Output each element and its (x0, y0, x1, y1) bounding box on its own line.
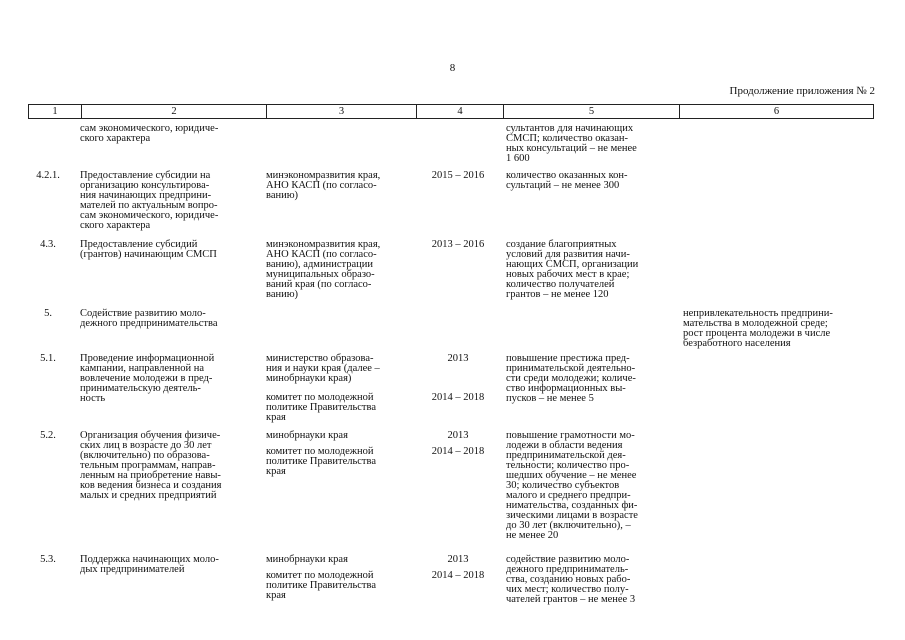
row-executor-text: минобрнауки края (266, 554, 348, 565)
row-period: 2013 (447, 430, 469, 441)
row-result-text: количество оказанных кон- сультаций – не менее 300 (506, 170, 628, 191)
row-executor-text: комитет по молодежной политике Правительства края (266, 392, 376, 423)
row-period: 2013 – 2016 (431, 239, 485, 250)
row-period: 2013 (447, 353, 469, 364)
row-result-text: повышение престижа пред- принимательской деятельно- сти среди молодежи; количе- ство информационных вы- пусков – не менее 5 (506, 353, 636, 404)
header-col-1: 1 (52, 106, 58, 117)
row-result-text: повышение грамотности мо- лодежи в области ведения предпринимательской дея- тельности; количество про- шедших обучение – не менее 30; количество субъектов малого и среднего предпри- нимательства, созданных фи- зическими лицами в возрасте до 30 лет (включительно), – не менее 20 (506, 430, 638, 541)
row-measure-text: Предоставление субсидии на организацию консультирова- ния начинающих предприни- мателей по актуальным вопро- сам экономического, юридиче- ского характера (80, 170, 219, 231)
row-number: 5.3. (40, 554, 56, 565)
row-period: 2014 – 2018 (431, 446, 485, 457)
header-col-5: 5 (503, 105, 679, 118)
header-col-2: 2 (81, 105, 266, 118)
row-executor-text: минобрнауки края (266, 430, 348, 441)
row-measure-text: Проведение информационной кампании, направленной на вовлечение молодежи в пред- принимательскую деятель- ность (80, 353, 215, 404)
row-measure-text: сам экономического, юридиче- ского характера (80, 123, 219, 144)
row-result-text: содействие развитию моло- дежного предприниматель- ства, созданию новых рабо- чих мест; количество полу- чателей грантов – не менее 3 (506, 554, 636, 605)
row-number: 5. (44, 308, 52, 319)
row-problem-text: непривлекательность предприни- мательства в молодежной среде; рост процента молодежи в числе безработного населения (683, 308, 833, 349)
continuation-label: Продолжение приложения № 2 (729, 85, 875, 97)
row-measure-text: Организация обучения физиче- ских лиц в возрасте до 30 лет (включительно) по образова- тельным программам, направ- ленным на приобретение навы- ков ведения бизнеса и создания малых и средних предприятий (80, 430, 222, 501)
table-header-row (28, 104, 874, 119)
row-executor-text: комитет по молодежной политике Правительства края (266, 570, 376, 601)
row-period: 2014 – 2018 (431, 392, 485, 403)
header-col-6: 6 (679, 105, 873, 118)
row-number: 5.1. (40, 353, 56, 364)
row-period: 2014 – 2018 (431, 570, 485, 581)
row-result-text: создание благоприятных условий для развития начи- нающих СМСП, организации новых рабочих мест в крае; количество получателей грантов – не менее 120 (506, 239, 639, 300)
row-executor-text: минэкономразвития края, АНО КАСП (по согласо- ванию) (266, 170, 381, 201)
row-executor-text: министерство образова- ния и науки края (далее – минобрнауки края) (266, 353, 380, 384)
header-col-3: 3 (266, 105, 416, 118)
row-number: 5.2. (40, 430, 56, 441)
row-executor-text: комитет по молодежной политике Правительства края (266, 446, 376, 477)
header-col-4: 4 (416, 105, 503, 118)
row-measure-text: Поддержка начинающих моло- дых предпринимателей (80, 554, 219, 575)
row-number: 4.2.1. (36, 170, 60, 181)
row-measure-text: Содействие развитию моло- дежного предпринимательства (80, 308, 218, 329)
page-number: 8 (449, 62, 456, 74)
row-period: 2013 (447, 554, 469, 565)
row-period: 2015 – 2016 (431, 170, 485, 181)
row-result-text: сультантов для начинающих СМСП; количество оказан- ных консультаций – не менее 1 600 (506, 123, 637, 164)
row-measure-text: Предоставление субсидий (грантов) начинающим СМСП (80, 239, 217, 260)
row-executor-text: минэкономразвития края, АНО КАСП (по согласо- ванию), администрации муниципальных образо- ваний края (по согласо- ванию) (266, 239, 381, 300)
row-number: 4.3. (40, 239, 56, 250)
